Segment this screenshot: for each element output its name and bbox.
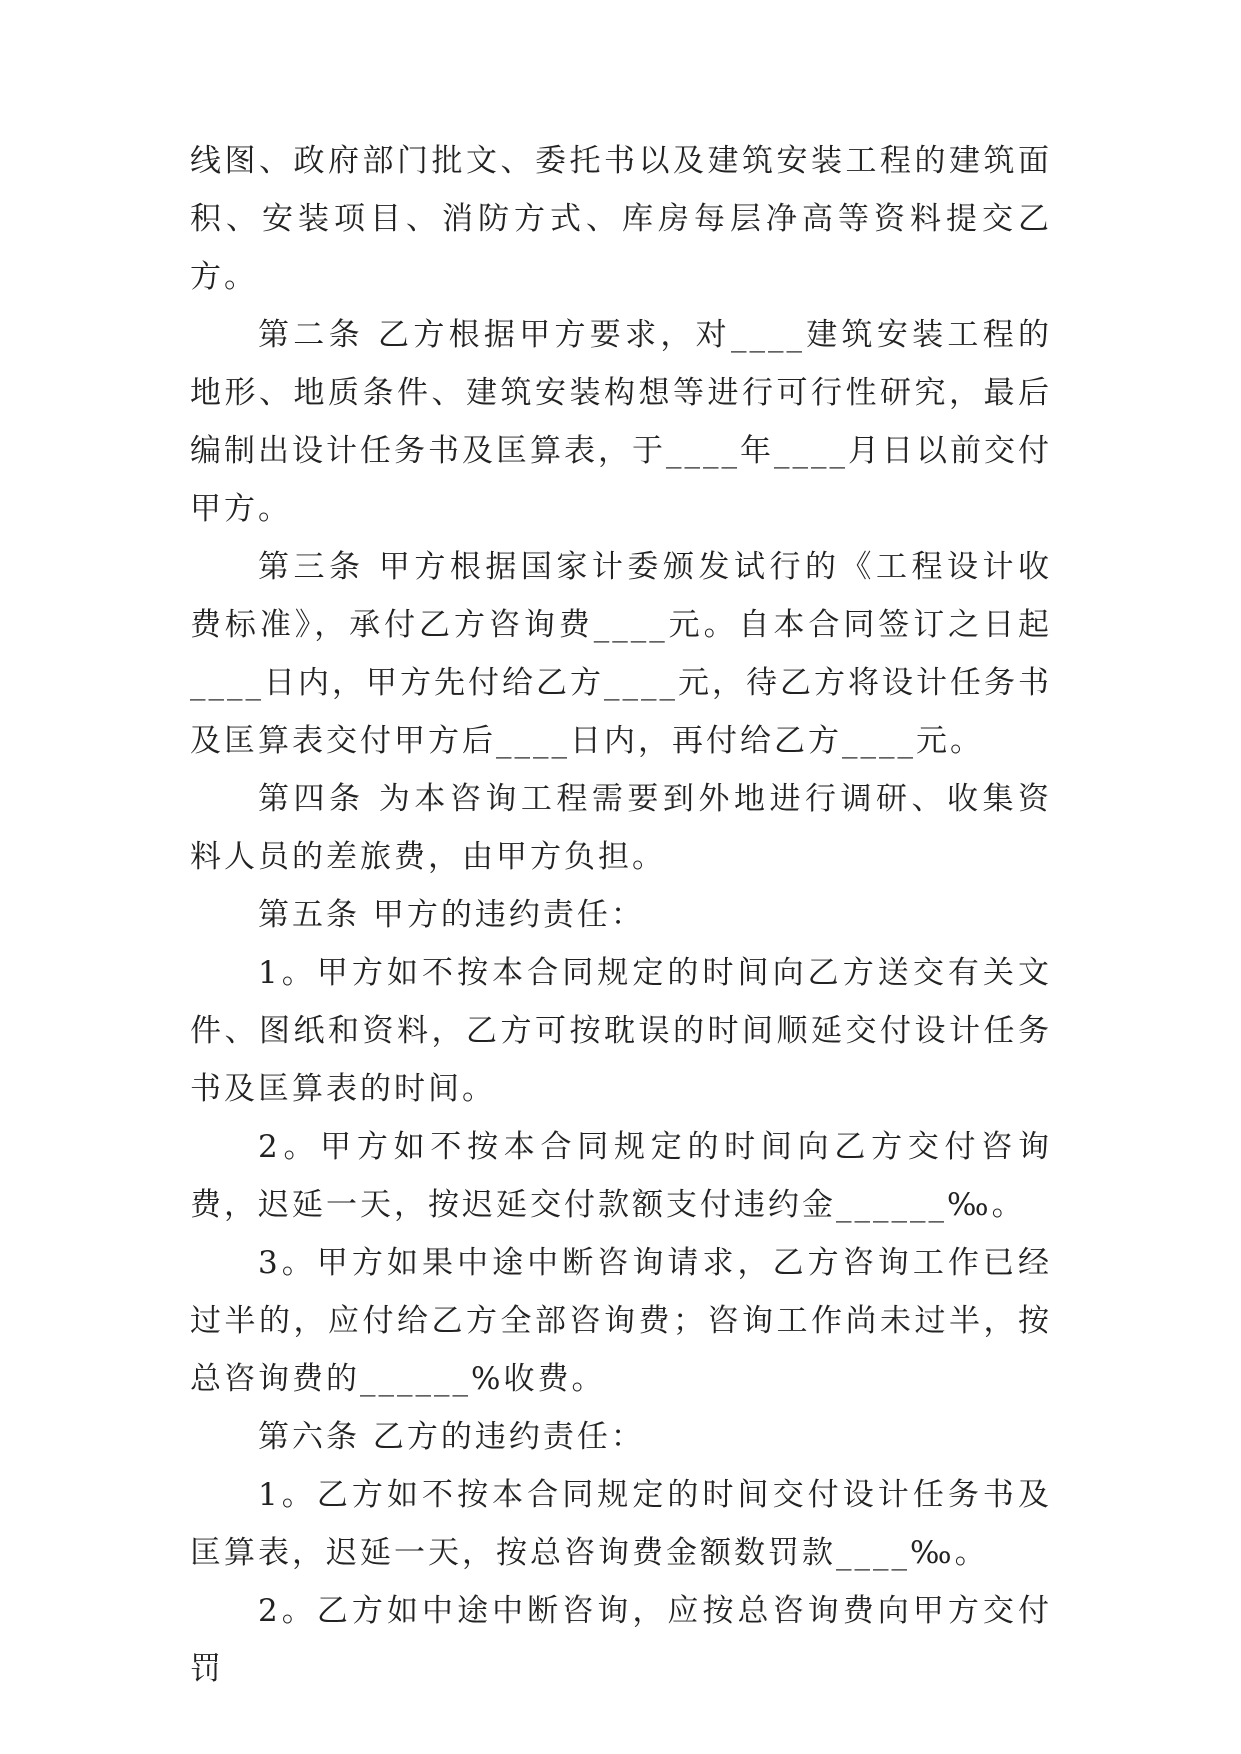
paragraph-article-5-heading: 第五条 甲方的违约责任： [258,897,645,933]
paragraph-article-6-item-2: 2。乙方如中途中断咨询，应按总咨询费向甲方交付罚 [190,1593,1052,1687]
paragraph-article-6-item-1: 1。乙方如不按本合同规定的时间交付设计任务书及匡算表，迟延一天，按总咨询费金额数罚款____‰。 [190,1477,1052,1571]
document-body [190,132,1052,1698]
paragraph-continuation: 线图、政府部门批文、委托书以及建筑安装工程的建筑面积、安装项目、消防方式、库房每层净高等资料提交乙方。 [190,143,1052,295]
paragraph-article-5-item-2: 2。甲方如不按本合同规定的时间向乙方交付咨询费，迟延一天，按迟延交付款额支付违约金______‰。 [190,1129,1052,1223]
paragraph-article-2: 第二条 乙方根据甲方要求，对____建筑安装工程的地形、地质条件、建筑安装构想等进行可行性研究，最后编制出设计任务书及匡算表，于____年____月日以前交付甲方。 [190,317,1052,527]
paragraph-article-3: 第三条 甲方根据国家计委颁发试行的《工程设计收费标准》，承付乙方咨询费____元。自本合同签订之日起____日内，甲方先付给乙方____元，待乙方将设计任务书及匡算表交付甲方后____日内，再付给乙方____元。 [190,549,1052,759]
paragraph-article-5-item-1: 1。甲方如不按本合同规定的时间向乙方送交有关文件、图纸和资料，乙方可按耽误的时间顺延交付设计任务书及匡算表的时间。 [190,955,1052,1107]
paragraph-article-6-heading: 第六条 乙方的违约责任： [258,1419,645,1455]
paragraph-article-4: 第四条 为本咨询工程需要到外地进行调研、收集资料人员的差旅费，由甲方负担。 [190,781,1052,875]
paragraph-article-5-item-3: 3。甲方如果中途中断咨询请求，乙方咨询工作已经过半的，应付给乙方全部咨询费；咨询工作尚未过半，按总咨询费的______%收费。 [190,1245,1052,1397]
